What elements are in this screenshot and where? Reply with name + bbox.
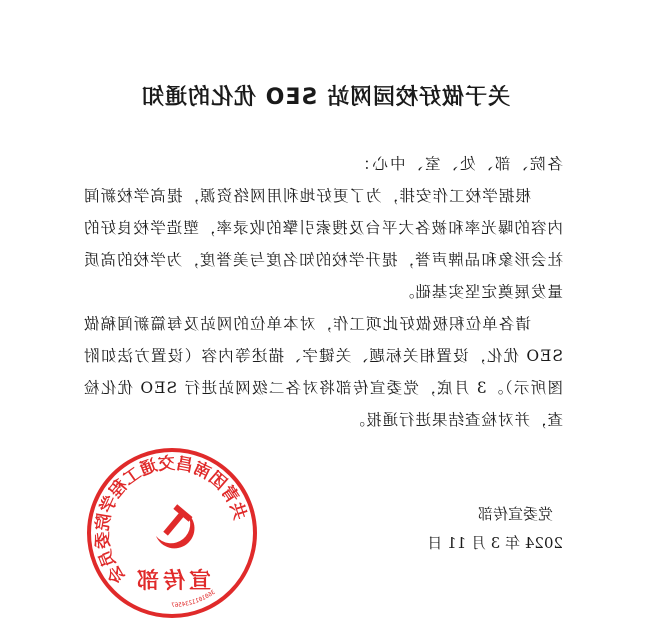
hammer-sickle-icon <box>156 504 194 548</box>
document-title: 关于做好校园网站 SEO 优化的通知 <box>141 85 510 110</box>
official-seal <box>85 446 259 620</box>
seal-center-text: 宣传部 <box>132 568 212 594</box>
seal-ring-text: 共青团南昌交通工程学院委员会 <box>92 453 250 587</box>
signature-date: 2024 年 3 月 11 日 <box>427 534 563 552</box>
paragraph-1: 根据学校工作安排，为了更好地利用网络资源，提高学校新闻内容的曝光率和被各大平台及搜索引擎的收录率，塑造学校良好的社会形象和品牌声誉，提升学校的知名度与美誉度，为学校的高质量发展奠定坚实基础。 <box>83 187 563 301</box>
paragraph-2: 请各单位积极做好此项工作，对本单位的网站及每篇新闻稿做 SEO 优化，设置相关标题、关键字、描述等内容（设置方法如附图所示）。3 月底，党委宣传部将对各二级网站进行 SEO 优化检查，并对检查结果进行通报。 <box>83 315 563 429</box>
salutation: 各院、部、处、室、中心： <box>352 155 563 173</box>
seal-serial-text: 3601011234567 <box>171 588 217 610</box>
signature-department: 党委宣传部 <box>477 505 553 523</box>
signature-block <box>427 500 563 558</box>
